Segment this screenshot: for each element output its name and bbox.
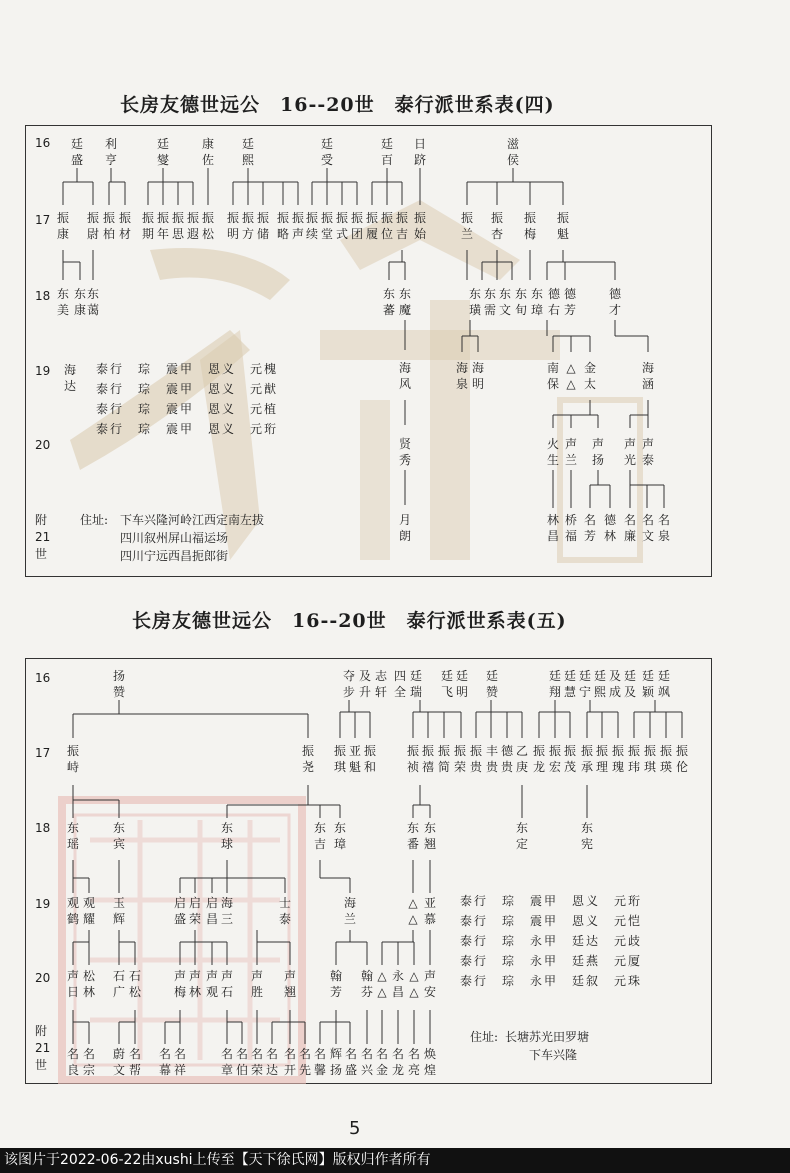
t5-g19-name: △ △ [408, 896, 418, 926]
t5-g20-name: 声 梅 [173, 969, 186, 999]
t5-g17-name: 丰 贵 [485, 744, 498, 774]
t4-g18-name: 东 美 [56, 287, 69, 317]
t4-g16-name: 滋 侯 [506, 137, 519, 167]
t4-g19-name: 海 达 [63, 363, 76, 393]
t4-g19-name: 海 风 [398, 361, 411, 391]
t4-g17-name: 振 团 [350, 211, 363, 241]
t5-g17-name: 振 玮 [627, 744, 640, 774]
table4-gen-20: 20 [35, 438, 51, 452]
t4-g17-name: 振 柏 [102, 211, 115, 241]
t4-g18-name: 东 文 [498, 287, 511, 317]
t5-g19-row: 泰行 琮 永甲 廷叙 元珠 [460, 974, 643, 988]
t5-g19-name: 观 耀 [82, 896, 95, 926]
t4-g17-name: 振 吉 [395, 211, 408, 241]
t4-address: 下车兴隆河岭江西定南左拔 四川叙州屏山福运场 四川宁远西昌扼郎街 [120, 513, 265, 563]
t4-g21-name: 月 朗 [398, 513, 411, 543]
t4-g16-name: 利 亨 [104, 137, 117, 167]
t5-g19-name: 启 盛 [173, 896, 186, 926]
t5-g16-name: 廷 赞 [485, 669, 498, 699]
table4-gen-17: 17 [35, 213, 51, 227]
t4-g17-name: 振 堂 [320, 211, 333, 241]
t5-g21-name: 名 盛 [344, 1047, 357, 1077]
t4-g20-name: 贤 秀 [398, 437, 411, 467]
t4-g17-name: 振 始 [413, 211, 426, 241]
t4-g19-row: 泰行 琮 震甲 恩义 元植 [96, 402, 279, 416]
t5-g16-name: 廷 宁 [578, 669, 591, 699]
t5-g21-name: 名 亮 [407, 1047, 420, 1077]
t5-g21-name: 名 达 [265, 1047, 278, 1077]
t5-g17-name: 振 琪 [643, 744, 656, 774]
t4-g21-name: 名 芳 [583, 513, 596, 543]
t5-g21-name: 名 幕 [158, 1047, 171, 1077]
t4-g17-name: 振 康 [56, 211, 69, 241]
t5-g21-name: 名 宗 [82, 1047, 95, 1077]
t5-g16-name: 志 轩 [374, 669, 387, 699]
t5-g21-name: 焕 煌 [423, 1047, 436, 1077]
t5-g16-name: 廷 熙 [593, 669, 606, 699]
t5-g18-name: 东 宾 [112, 821, 125, 851]
t5-g21-name: 名 荣 [250, 1047, 263, 1077]
t5-g19-row: 泰行 琮 震甲 恩义 元珩 [460, 894, 643, 908]
t5-g19-name: 海 兰 [343, 896, 356, 926]
t4-g20-name: 声 兰 [564, 437, 577, 467]
t5-g19-name: 海 三 [220, 896, 233, 926]
t5-g20-name: 松 林 [82, 969, 95, 999]
t5-g17-name: 振 琪 [333, 744, 346, 774]
t5-g17-name: 振 茂 [563, 744, 576, 774]
t5-g21-name: 蔚 文 [112, 1047, 125, 1077]
t4-g16-name: 廷 百 [380, 137, 393, 167]
t5-g19-name: 启 昌 [205, 896, 218, 926]
t4-g21-name: 名 泉 [657, 513, 670, 543]
t5-g17-name: 振 宏 [548, 744, 561, 774]
table4-title: 长房友德世远公 16--20世 泰行派世系表(四) [120, 94, 555, 116]
t4-g18-name: 德 才 [608, 287, 621, 317]
t5-g16-name: 及 成 [608, 669, 621, 699]
t5-g16-name: 廷 明 [455, 669, 468, 699]
t5-g19-row: 泰行 琮 震甲 恩义 元恺 [460, 914, 643, 928]
t5-address-label: 住址: [470, 1030, 499, 1044]
t4-g17-name: 振 魁 [556, 211, 569, 241]
t5-g21-name: 名 良 [66, 1047, 79, 1077]
t5-g20-name: 声 石 [220, 969, 233, 999]
t4-g19-row: 泰行 琮 震甲 恩义 元猷 [96, 382, 279, 396]
t5-g16-name: 廷 瑞 [409, 669, 422, 699]
t4-g21-name: 林 昌 [546, 513, 559, 543]
t5-g21-name: 辉 扬 [329, 1047, 342, 1077]
t5-g17-name: 振 贵 [469, 744, 482, 774]
table5-gen-19: 19 [35, 897, 51, 911]
t5-g21-name: 名 伯 [235, 1047, 248, 1077]
t4-g19-name: △ △ [566, 361, 576, 391]
t5-g17-name: 振 伦 [675, 744, 688, 774]
t5-g17-name: 振 瑛 [659, 744, 672, 774]
t5-g20-name: 声 安 [423, 969, 436, 999]
t5-g19-name: 启 荣 [188, 896, 201, 926]
t5-g20-name: 石 广 [112, 969, 125, 999]
t5-g20-name: 声 观 [205, 969, 218, 999]
t5-g20-name: 翰 芳 [329, 969, 342, 999]
t4-g16-name: 日 跻 [413, 137, 426, 167]
t5-g20-name: 声 林 [188, 969, 201, 999]
t4-g20-name: 火 生 [546, 437, 559, 467]
t4-g17-name: 振 履 [365, 211, 378, 241]
t4-g17-name: 振 期 [141, 211, 154, 241]
t4-g18-name: 东 旬 [514, 287, 527, 317]
t4-g17-name: 振 材 [118, 211, 131, 241]
t4-g17-name: 振 续 [305, 211, 318, 241]
t5-g18-name: 东 定 [515, 821, 528, 851]
t4-g16-name: 康 佐 [201, 137, 214, 167]
t5-g17-name: 振 峙 [66, 744, 79, 774]
t4-g20-name: 声 泰 [641, 437, 654, 467]
t4-g17-name: 振 方 [241, 211, 254, 241]
t5-g21-name: 名 龙 [391, 1047, 404, 1077]
t5-g20-name: 永 昌 [391, 969, 404, 999]
t5-g19-row: 泰行 琮 永甲 廷达 元歧 [460, 934, 643, 948]
t5-g17-name: 德 贵 [500, 744, 513, 774]
t4-g18-name: 东 蕃 [382, 287, 395, 317]
t5-g17-name: 振 尧 [301, 744, 314, 774]
t5-address: 长塘苏光田罗塘 下车兴隆 [505, 1030, 590, 1062]
t4-g19-row: 泰行 琮 震甲 恩义 元槐 [96, 362, 279, 376]
t5-g16-name: 夺 步 [342, 669, 355, 699]
t5-g21-name: 名 开 [283, 1047, 296, 1077]
t5-g20-name: 声 胜 [250, 969, 263, 999]
t5-g16-name: 扬 赞 [112, 669, 125, 699]
t5-g18-name: 东 瑶 [66, 821, 79, 851]
t4-g17-name: 振 思 [171, 211, 184, 241]
t5-g20-name: 声 日 [66, 969, 79, 999]
t5-g18-name: 东 吉 [313, 821, 326, 851]
t5-g20-name: 翰 芬 [360, 969, 373, 999]
t4-g17-name: 振 明 [226, 211, 239, 241]
t5-g21-name: 名 馨 [313, 1047, 326, 1077]
t5-g17-name: 振 龙 [532, 744, 545, 774]
t4-g19-name: 海 明 [471, 361, 484, 391]
t5-g17-name: 振 禧 [421, 744, 434, 774]
table5-gen-18: 18 [35, 821, 51, 835]
t4-g18-name: 东 康 [73, 287, 86, 317]
t5-g18-name: 东 翘 [423, 821, 436, 851]
t4-g16-name: 廷 燮 [156, 137, 169, 167]
t5-g16-name: 廷 慧 [563, 669, 576, 699]
t4-g17-name: 振 储 [256, 211, 269, 241]
t5-g21-name: 名 祥 [173, 1047, 186, 1077]
table4-fu-label: 附 21 世 [35, 513, 51, 561]
table4-gen-16: 16 [35, 136, 51, 150]
t4-g18-name: 东 魔 [398, 287, 411, 317]
t4-g19-name: 海 泉 [455, 361, 468, 391]
t5-g19-name: 亚 慕 [423, 896, 436, 926]
t4-g17-name: 振 遐 [186, 211, 199, 241]
t5-g21-name: 名 帮 [128, 1047, 141, 1077]
t4-g21-name: 名 廉 [623, 513, 636, 543]
table5-gen-16: 16 [35, 671, 51, 685]
t4-g17-name: 振 声 [291, 211, 304, 241]
t4-g18-name: 东 需 [483, 287, 496, 317]
t5-g18-name: 东 番 [406, 821, 419, 851]
t5-g17-name: 亚 魁 [348, 744, 361, 774]
t4-g17-name: 振 尉 [86, 211, 99, 241]
t5-g19-row: 泰行 琮 永甲 廷燕 元厦 [460, 954, 643, 968]
t4-g16-name: 廷 受 [320, 137, 333, 167]
t5-g20-name: △ △ [377, 969, 387, 999]
t5-g17-name: 乙 庚 [515, 744, 528, 774]
t5-g18-name: 东 宪 [580, 821, 593, 851]
t5-g16-name: 廷 颖 [641, 669, 654, 699]
t5-g18-name: 东 璋 [333, 821, 346, 851]
t5-g20-name: 石 松 [128, 969, 141, 999]
t4-g21-name: 德 林 [603, 513, 616, 543]
t4-g20-name: 声 光 [623, 437, 636, 467]
t4-g18-name: 东 璋 [530, 287, 543, 317]
page-number: 5 [349, 1118, 361, 1139]
t5-g16-name: 四 全 [393, 669, 406, 699]
t5-g16-name: 廷 翔 [548, 669, 561, 699]
t5-g19-name: 士 泰 [278, 896, 291, 926]
t5-g16-name: 廷 及 [623, 669, 636, 699]
t5-g18-name: 东 球 [220, 821, 233, 851]
t4-g21-name: 桥 福 [564, 513, 577, 543]
t5-g17-name: 振 瑰 [611, 744, 624, 774]
t4-g17-name: 振 杏 [490, 211, 503, 241]
t5-g19-name: 观 鹤 [66, 896, 79, 926]
t5-g17-name: 振 和 [363, 744, 376, 774]
table4-gen-18: 18 [35, 289, 51, 303]
t5-g21-name: 名 兴 [360, 1047, 373, 1077]
t5-g17-name: 振 简 [437, 744, 450, 774]
t4-g21-name: 名 文 [641, 513, 654, 543]
t4-g17-name: 振 梅 [523, 211, 536, 241]
t5-g21-name: 名 金 [375, 1047, 388, 1077]
t4-g18-name: 东 璜 [468, 287, 481, 317]
t4-g17-name: 振 兰 [460, 211, 473, 241]
table5-fu-label: 附 21 世 [35, 1024, 51, 1072]
t5-g17-name: 振 承 [580, 744, 593, 774]
t5-g16-name: 廷 飒 [657, 669, 670, 699]
t4-g18-name: 德 芳 [563, 287, 576, 317]
t4-g16-name: 廷 熙 [241, 137, 254, 167]
t4-g19-name: 金 太 [583, 361, 596, 391]
t5-g17-name: 振 理 [595, 744, 608, 774]
t4-g18-name: 东 蔼 [86, 287, 99, 317]
t5-g21-name: 名 章 [220, 1047, 233, 1077]
t4-g17-name: 振 松 [201, 211, 214, 241]
t4-g17-name: 振 式 [335, 211, 348, 241]
t4-g20-name: 声 扬 [591, 437, 604, 467]
table5-gen-20: 20 [35, 971, 51, 985]
table5-title: 长房友德世远公 16--20世 泰行派世系表(五) [132, 610, 567, 632]
t5-g16-name: 及 升 [358, 669, 371, 699]
t4-g19-name: 南 保 [546, 361, 559, 391]
upload-footer: 该图片于2022-06-22由xushi上传至【天下徐氏网】版权归作者所有 [0, 1148, 790, 1173]
table5-gen-17: 17 [35, 746, 51, 760]
table4-gen-19: 19 [35, 364, 51, 378]
t5-g17-name: 振 祯 [406, 744, 419, 774]
t5-g20-name: △ △ [409, 969, 419, 999]
t4-g16-name: 廷 盛 [70, 137, 83, 167]
t5-g20-name: 声 翘 [283, 969, 296, 999]
t4-g17-name: 振 位 [380, 211, 393, 241]
t4-g19-row: 泰行 琮 震甲 恩义 元珩 [96, 422, 279, 436]
t4-g17-name: 振 年 [156, 211, 169, 241]
t4-g18-name: 德 右 [547, 287, 560, 317]
t5-g17-name: 振 荣 [453, 744, 466, 774]
t4-g17-name: 振 略 [276, 211, 289, 241]
t5-g16-name: 廷 飞 [440, 669, 453, 699]
t5-g21-name: 名 先 [298, 1047, 311, 1077]
t4-g19-name: 海 涵 [641, 361, 654, 391]
t4-address-label: 住址: [80, 513, 109, 527]
t5-g19-name: 玉 辉 [112, 896, 125, 926]
